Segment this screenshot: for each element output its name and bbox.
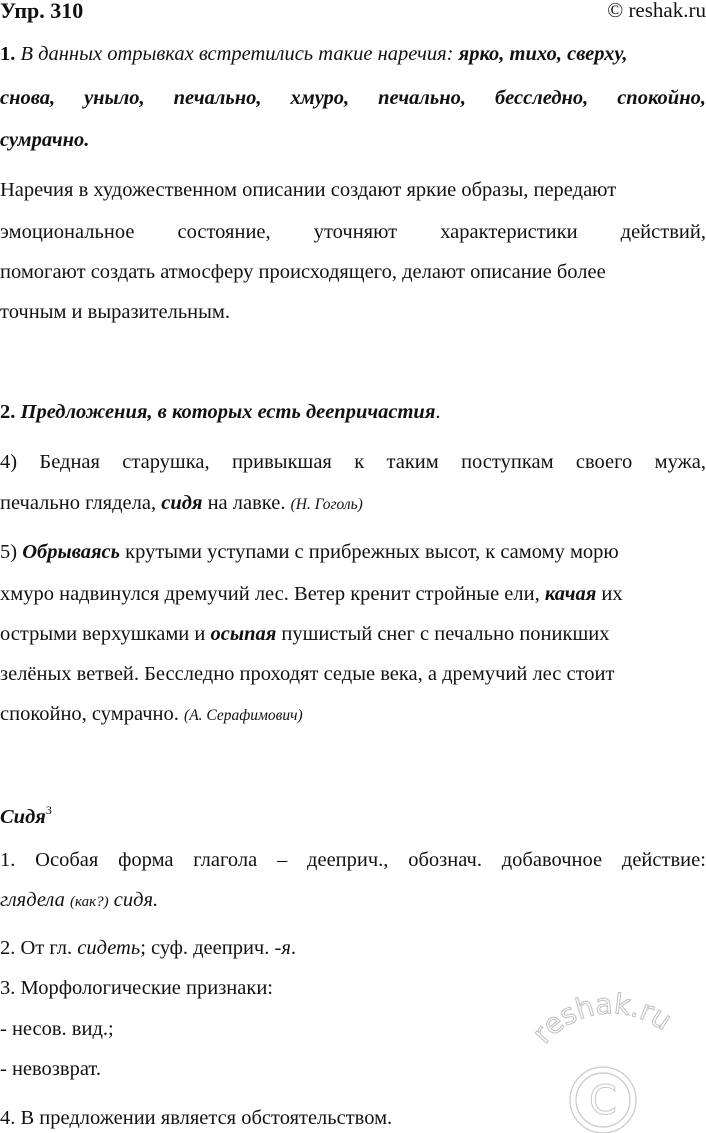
adverb: уныло, — [84, 87, 145, 109]
sentence5-line1 — [0, 540, 706, 564]
word: эмоциональное — [0, 221, 135, 243]
section2-number: 2. — [0, 401, 16, 423]
word: обознач. — [408, 849, 482, 871]
adverbs-line3 — [0, 128, 706, 152]
word: своего — [575, 451, 633, 473]
word: таким — [386, 451, 439, 473]
word: добавочное — [501, 849, 603, 871]
word: действий, — [620, 221, 706, 243]
copyright-label: © reshak.ru — [607, 0, 706, 22]
feature-item: - невозврат. — [0, 1058, 101, 1080]
word: Особая — [35, 849, 99, 871]
source-citation: (Н. Гоголь) — [290, 496, 363, 513]
section1-intro-line — [0, 42, 706, 66]
sentence5-line3 — [0, 622, 706, 646]
word: характеристики — [440, 221, 578, 243]
analysis-word: Сидя — [0, 806, 46, 828]
infinitive: сидеть — [77, 937, 141, 959]
analysis-item1-line2 — [0, 888, 706, 914]
suffix: я — [281, 937, 291, 959]
adverb: спокойно, — [617, 87, 706, 109]
word: 4) — [0, 451, 18, 473]
sentence5-line4: зелёных ветвей. Бесследно проходят седые века, а дремучий лес стоит — [0, 663, 615, 685]
adverb: сумрачно. — [0, 129, 90, 151]
paragraph-line: помогают создать атмосферу происходящего, делают описание более — [0, 261, 606, 283]
word: поступкам — [461, 451, 554, 473]
text: крутыми уступами с прибрежных высот, к самому морю — [120, 541, 619, 563]
adverb: бесследно, — [494, 87, 589, 109]
text: сидя. — [108, 889, 159, 911]
watermark-logo — [490, 990, 706, 1133]
source-citation: (А. Серафимович) — [184, 707, 303, 724]
word: мужа, — [654, 451, 706, 473]
sentence4-line2 — [0, 491, 706, 517]
word: старушка, — [122, 451, 210, 473]
analysis-heading — [0, 798, 706, 829]
text: ; суф. дееприч. - — [140, 937, 282, 959]
word: 1. — [0, 849, 16, 871]
copyright-circle-icon — [570, 1067, 636, 1133]
word: действие: — [621, 849, 706, 871]
participle: Обрываясь — [22, 541, 121, 563]
paragraph-line: Наречия в художественном описании создают яркие образы, передают — [0, 179, 617, 201]
participle: качая — [544, 583, 597, 605]
text: острыми верхушками и — [0, 623, 211, 645]
word: глагола — [193, 849, 258, 871]
word: форма — [118, 849, 174, 871]
word: состояние, — [177, 221, 271, 243]
word: Бедная — [39, 451, 100, 473]
word: – — [277, 849, 288, 871]
question: (как?) — [69, 894, 109, 910]
text: спокойно, сумрачно. — [0, 703, 185, 725]
analysis-type-number: 3 — [45, 803, 52, 817]
text: глядела — [0, 889, 70, 911]
text: хмуро надвинулся дремучий лес. Ветер кренит стройные ели, — [0, 583, 545, 605]
section2-heading — [0, 400, 706, 424]
period: . — [435, 401, 441, 423]
sentence4-line1 — [0, 450, 706, 474]
adverbs-line1: ярко, тихо, сверху, — [458, 43, 628, 65]
text: на лавке. — [202, 492, 291, 514]
word: дееприч., — [307, 849, 389, 871]
analysis-item4: 4. В предложении является обстоятельством. — [0, 1107, 393, 1129]
section2-title: Предложения, в которых есть деепричастия — [20, 401, 436, 423]
text: 5) — [0, 541, 23, 563]
adverb: печально, — [173, 87, 262, 109]
section1-intro: В данных отрывках встретились такие наречия: — [20, 43, 454, 65]
watermark-text: reshak.ru — [525, 990, 678, 1050]
exercise-title: Упр. 310 — [0, 0, 84, 23]
sentence5-line5 — [0, 702, 706, 728]
adverb: печально, — [378, 87, 467, 109]
text: печально глядела, — [0, 492, 162, 514]
paragraph-line — [0, 220, 706, 244]
analysis-item2 — [0, 936, 706, 960]
participle: сидя — [161, 492, 203, 514]
text: . — [290, 937, 296, 959]
svg-text:C: C — [589, 1078, 617, 1124]
text: их — [596, 583, 623, 605]
adverbs-line2 — [0, 86, 706, 110]
word: привыкшая — [231, 451, 332, 473]
adverb: снова, — [0, 87, 56, 109]
word: к — [354, 451, 365, 473]
participle: осыпая — [210, 623, 277, 645]
feature-item: - несов. вид.; — [0, 1018, 114, 1040]
paragraph-line: точным и выразительным. — [0, 301, 231, 323]
text: 2. От гл. — [0, 937, 78, 959]
analysis-item3: 3. Морфологические признаки: — [0, 977, 273, 999]
sentence5-line2 — [0, 582, 706, 606]
analysis-item1-line1 — [0, 848, 706, 872]
adverb: хмуро, — [290, 87, 350, 109]
word: уточняют — [313, 221, 398, 243]
text: пушистый снег с печально поникших — [276, 623, 610, 645]
section1-number: 1. — [0, 43, 16, 65]
